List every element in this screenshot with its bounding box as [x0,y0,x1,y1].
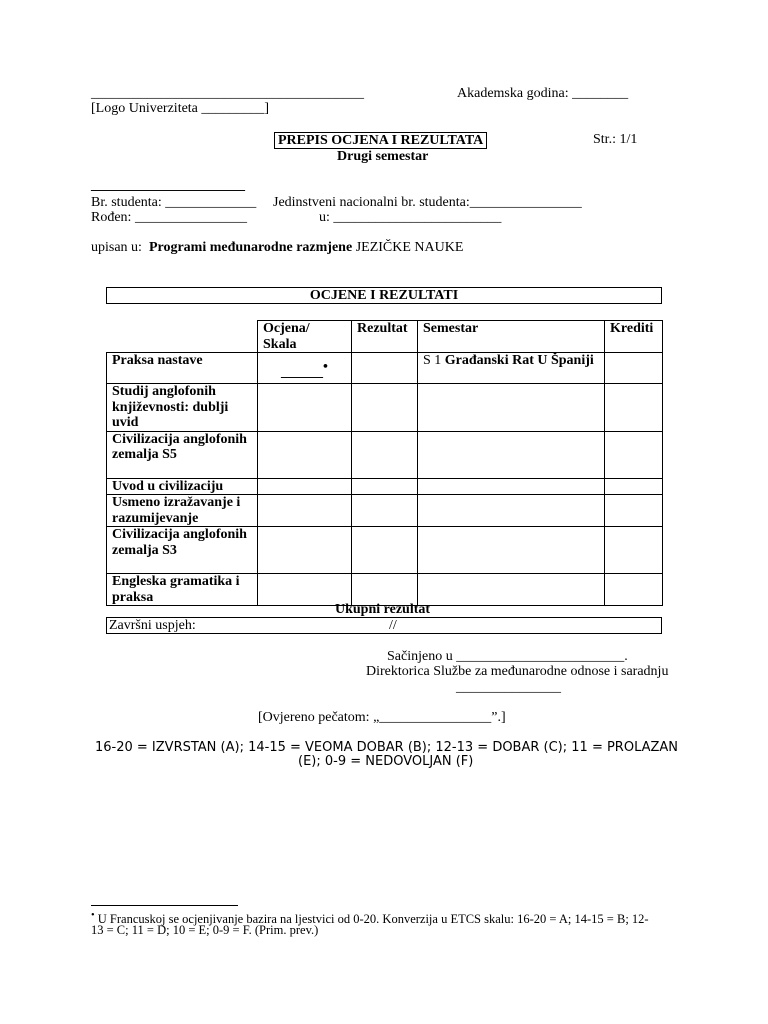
grade-scale-legend-line-1: 16-20 = IZVRSTAN (A); 14-15 = VEOMA DOBAR (B); 12-13 = DOBAR (C); 11 = PROLAZAN [95,740,679,755]
grade-cell [258,353,352,384]
result-cell [352,431,418,478]
credits-cell [605,478,663,495]
final-result-value: // [389,618,397,633]
subject-cell: Praksa nastave [107,353,258,384]
footnote-divider [91,905,238,906]
grade-cell [258,527,352,574]
table-row [107,527,663,574]
header-result: Rezultat [352,321,418,353]
semester-subtitle: Drugi semestar [337,149,429,164]
subject-cell: Uvod u civilizaciju [107,478,258,495]
footnote-line-2: 13 = C; 11 = D; 10 = E; 0-9 = F. (Prim. prev.) [91,923,319,937]
semester-cell [418,431,605,478]
footnote-text-1: U Francuskoj se ocjenjivanje bazira na ljestvici od 0-20. Konverzija u ETCS skalu: 16-20 = A; 14-15 = B; 12- [97,912,649,927]
grade-cell [258,384,352,432]
table-row [107,384,663,432]
student-name-line: ______________________ [91,178,245,193]
result-cell [352,384,418,432]
table-row [107,431,663,478]
credits-cell [605,527,663,574]
birth-place: u: ________________________ [319,210,502,225]
grades-table [106,320,663,606]
made-in-line: Sačinjeno u ________________________. [387,649,628,664]
header-credits: Krediti [605,321,663,353]
table-row [107,478,663,495]
birth-date: Rođen: ________________ [91,210,247,225]
footnote-marker: • [323,359,328,375]
credits-cell [605,431,663,478]
subject-cell: Civilizacija anglofonih zemalja S5 [107,431,258,478]
final-result-box [106,617,662,634]
header-semester: Semestar [418,321,605,353]
director-title: Direktorica Službe za međunarodne odnose i saradnju [366,664,669,679]
semester-cell [418,353,605,384]
enrollment-field: JEZIČKE NAUKE [355,240,464,255]
credits-cell [605,574,663,606]
university-logo-placeholder: [Logo Univerziteta _________] [91,101,270,116]
enrollment-line [91,240,463,256]
enrollment-program: Programi međunarodne razmjene [148,240,353,255]
header-grade: Ocjena/ Skala [258,321,352,353]
table-row [107,495,663,527]
semester-cell [418,478,605,495]
grade-cell [258,495,352,527]
signature-line: _______________ [456,680,561,695]
student-number: Br. studenta: _____________ [91,195,257,210]
page-number: Str.: 1/1 [593,132,638,147]
semester-code: S 1 [423,353,442,368]
stamp-note: [Ovjereno pečatom: „________________”.] [258,710,506,725]
grade-placeholder: ______ [281,365,324,380]
grade-cell [258,478,352,495]
final-result-label: Završni uspjeh: [109,618,196,633]
result-cell [352,495,418,527]
grade-cell [258,574,352,606]
table-row [107,353,663,384]
grade-cell [258,431,352,478]
header-signature-line: _______________________________________ [91,86,364,101]
grade-scale-legend-line-2: (E); 0-9 = NEDOVOLJAN (F) [298,754,474,769]
header-empty-cell [107,321,258,353]
subject-cell: Usmeno izražavanje i razumijevanje [107,495,258,527]
subject-cell: Engleska gramatika i praksa [107,574,258,606]
subject-cell: Studij anglofonih književnosti: dublji uvid [107,384,258,432]
semester-cell [418,574,605,606]
table-row [107,574,663,606]
table-header-row [107,321,663,353]
semester-cell [418,495,605,527]
enrollment-prefix: upisan u: [91,240,142,255]
credits-cell [605,384,663,432]
national-id: Jedinstveni nacionalni br. studenta:________________ [273,195,582,210]
result-cell [352,527,418,574]
result-cell [352,478,418,495]
credits-cell [605,353,663,384]
document-title: PREPIS OCJENA I REZULTATA [274,132,487,149]
semester-name: Građanski Rat U Španiji [444,353,594,368]
academic-year: Akademska godina: ________ [457,86,629,101]
credits-cell [605,495,663,527]
semester-cell [418,527,605,574]
result-cell [352,353,418,384]
footnote-mark: • [91,910,95,921]
subject-cell: Civilizacija anglofonih zemalja S3 [107,527,258,574]
semester-cell [418,384,605,432]
total-result-label: Ukupni rezultat [335,602,431,617]
grades-section-title: OCJENE I REZULTATI [106,287,662,304]
result-cell [352,574,418,606]
